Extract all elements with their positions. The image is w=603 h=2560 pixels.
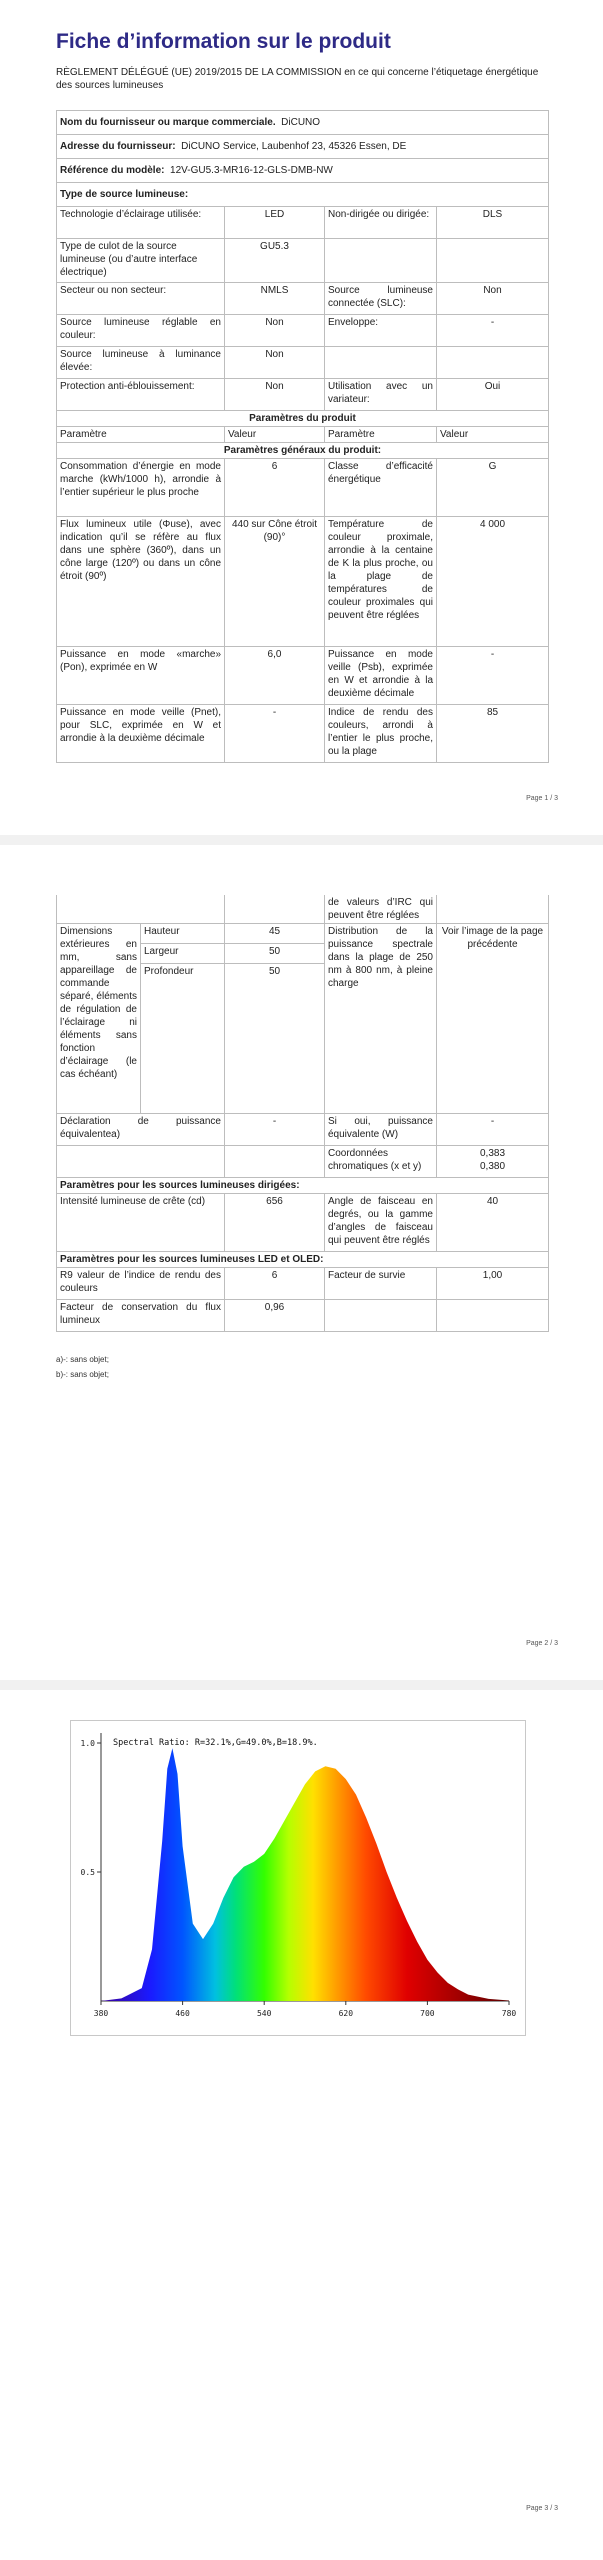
chromaticity-x: 0,383 bbox=[479, 1148, 506, 1159]
params-heading: Paramètres du produit bbox=[57, 411, 549, 427]
general-label: Consommation d’énergie en mode marche (kWh/1000 h), arrondie à l’entier supérieur le plus proche bbox=[57, 459, 225, 517]
address-label: Adresse du fournisseur: bbox=[60, 141, 176, 152]
type-value-2: Oui bbox=[437, 379, 549, 411]
page-number: Page 2 / 3 bbox=[526, 1640, 558, 1647]
type-label-2: Source lumineuse connectée (SLC): bbox=[325, 283, 437, 315]
general-value: 6,0 bbox=[225, 647, 325, 705]
type-row bbox=[57, 347, 549, 379]
x-tick-label: 540 bbox=[256, 2009, 272, 2018]
chromaticity-label: Coordonnées chromatiques (x et y) bbox=[325, 1146, 437, 1178]
led-value: 0,96 bbox=[225, 1300, 325, 1332]
general-row bbox=[57, 647, 549, 705]
spectral-chart bbox=[70, 1720, 526, 2036]
equivalent-power-label: Déclaration de puissance équivalentea) bbox=[57, 1114, 225, 1146]
general-label: Puissance en mode veille (Pnet), pour SLC, exprimée en W et arrondie à la deuxième décimale bbox=[57, 705, 225, 763]
led-label-2 bbox=[325, 1300, 437, 1332]
page-1 bbox=[0, 0, 603, 835]
cri-continued-row bbox=[57, 895, 549, 924]
led-value: 6 bbox=[225, 1268, 325, 1300]
led-row bbox=[57, 1300, 549, 1332]
general-label-2: Classe d’efficacité énergétique bbox=[325, 459, 437, 517]
type-row bbox=[57, 283, 549, 315]
general-value: 6 bbox=[225, 459, 325, 517]
document-title: Fiche d’information sur le produit bbox=[56, 30, 391, 53]
directed-value: 656 bbox=[225, 1194, 325, 1252]
type-row bbox=[57, 379, 549, 411]
type-label: Technologie d’éclairage utilisée: bbox=[57, 207, 225, 239]
type-label: Secteur ou non secteur: bbox=[57, 283, 225, 315]
equivalent-power-row bbox=[57, 1114, 549, 1146]
spectrum-area bbox=[101, 1748, 509, 2001]
led-row bbox=[57, 1268, 549, 1300]
dimension-name: Largeur bbox=[141, 944, 225, 964]
type-value-2: Non bbox=[437, 283, 549, 315]
column-header-row bbox=[57, 427, 549, 443]
general-value: - bbox=[225, 705, 325, 763]
general-value-2: - bbox=[437, 647, 549, 705]
x-tick-label: 620 bbox=[338, 2009, 354, 2018]
address-value: DiCUNO Service, Laubenhof 23, 45326 Essen, DE bbox=[181, 141, 407, 152]
general-value-2: 4 000 bbox=[437, 517, 549, 647]
page-number: Page 3 / 3 bbox=[526, 2505, 558, 2512]
type-value: GU5.3 bbox=[225, 239, 325, 283]
type-heading-row bbox=[57, 183, 549, 207]
type-label-2: Non-dirigée ou dirigée: bbox=[325, 207, 437, 239]
supplier-value: DiCUNO bbox=[281, 117, 321, 128]
model-label: Référence du modèle: bbox=[60, 165, 165, 176]
chromaticity-y: 0,380 bbox=[479, 1161, 506, 1172]
type-label: Protection anti-éblouissement: bbox=[57, 379, 225, 411]
led-heading: Paramètres pour les sources lumineuses LED et OLED: bbox=[57, 1252, 549, 1268]
type-row bbox=[57, 207, 549, 239]
general-row bbox=[57, 459, 549, 517]
equivalent-power-value: - bbox=[225, 1114, 325, 1146]
general-heading-row bbox=[57, 443, 549, 459]
spectral-distribution-value: Voir l’image de la page précédente bbox=[437, 924, 549, 1114]
x-tick-label: 380 bbox=[93, 2009, 109, 2018]
equivalent-power-value-2: - bbox=[437, 1114, 549, 1146]
product-info-table bbox=[56, 110, 549, 763]
type-value: LED bbox=[225, 207, 325, 239]
supplier-row bbox=[57, 111, 549, 135]
led-heading-row bbox=[57, 1252, 549, 1268]
led-label-2: Facteur de survie bbox=[325, 1268, 437, 1300]
column-header-param: Paramètre bbox=[57, 427, 225, 443]
supplier-label: Nom du fournisseur ou marque commerciale. bbox=[60, 117, 276, 128]
column-header-value-2: Valeur bbox=[437, 427, 549, 443]
led-value-2 bbox=[437, 1300, 549, 1332]
type-value-2: - bbox=[437, 315, 549, 347]
directed-label-2: Angle de faisceau en degrés, ou la gamme d’angles de faisceau qui peuvent être réglés bbox=[325, 1194, 437, 1252]
chromaticity-row bbox=[57, 1146, 549, 1178]
general-label-2: Indice de rendu des couleurs, arrondi à l’entier le plus proche, ou la plage bbox=[325, 705, 437, 763]
led-label: Facteur de conservation du flux lumineux bbox=[57, 1300, 225, 1332]
type-value: Non bbox=[225, 347, 325, 379]
general-label-2: Température de couleur proximale, arrondie à la centaine de K la plus proche, ou la plage de températures de couleur proximales qui peuvent être réglées bbox=[325, 517, 437, 647]
general-label-2: Puissance en mode veille (Psb), exprimée en W et arrondie à la deuxième décimale bbox=[325, 647, 437, 705]
dimension-value: 50 bbox=[225, 964, 325, 1114]
type-heading: Type de source lumineuse: bbox=[57, 183, 549, 207]
x-tick-label: 700 bbox=[420, 2009, 435, 2018]
general-label: Flux lumineux utile (Φuse), avec indication qu’il se réfère au flux dans une sphère (360º), dans un cône large (120º) ou dans un cône étroit (90º) bbox=[57, 517, 225, 647]
led-label: R9 valeur de l’indice de rendu des couleurs bbox=[57, 1268, 225, 1300]
column-header-value: Valeur bbox=[225, 427, 325, 443]
directed-label: Intensité lumineuse de crête (cd) bbox=[57, 1194, 225, 1252]
type-value-2 bbox=[437, 347, 549, 379]
type-value-2: DLS bbox=[437, 207, 549, 239]
model-row bbox=[57, 159, 549, 183]
type-label-2: Enveloppe: bbox=[325, 315, 437, 347]
dimension-name: Hauteur bbox=[141, 924, 225, 944]
dimension-value: 45 bbox=[225, 924, 325, 944]
general-value-2: G bbox=[437, 459, 549, 517]
x-tick-label: 780 bbox=[501, 2009, 517, 2018]
type-row bbox=[57, 315, 549, 347]
directed-row bbox=[57, 1194, 549, 1252]
equivalent-power-label-2: Si oui, puissance équivalente (W) bbox=[325, 1114, 437, 1146]
address-row bbox=[57, 135, 549, 159]
directed-heading: Paramètres pour les sources lumineuses dirigées: bbox=[57, 1178, 549, 1194]
type-label-2 bbox=[325, 347, 437, 379]
model-value: 12V-GU5.3-MR16-12-GLS-DMB-NW bbox=[170, 165, 333, 176]
led-value-2: 1,00 bbox=[437, 1268, 549, 1300]
dimension-row bbox=[57, 924, 549, 944]
type-label: Type de culot de la source lumineuse (ou d’autre interface électrique) bbox=[57, 239, 225, 283]
cri-continued-label: de valeurs d’IRC qui peuvent être réglées bbox=[325, 895, 437, 924]
product-info-table-continued bbox=[56, 895, 549, 1332]
directed-value-2: 40 bbox=[437, 1194, 549, 1252]
column-header-param-2: Paramètre bbox=[325, 427, 437, 443]
chromaticity-values bbox=[437, 1146, 549, 1178]
spectral-chart-svg bbox=[71, 1721, 527, 2037]
general-row bbox=[57, 705, 549, 763]
type-value: NMLS bbox=[225, 283, 325, 315]
general-heading: Paramètres généraux du produit: bbox=[57, 443, 549, 459]
spectral-distribution-label: Distribution de la puissance spectrale dans la plage de 250 nm à 800 nm, à pleine charge bbox=[325, 924, 437, 1114]
type-label-2: Utilisation avec un variateur: bbox=[325, 379, 437, 411]
dimension-name: Profondeur bbox=[141, 964, 225, 1114]
general-value-2: 85 bbox=[437, 705, 549, 763]
type-label: Source lumineuse à luminance élevée: bbox=[57, 347, 225, 379]
directed-heading-row bbox=[57, 1178, 549, 1194]
x-tick-label: 460 bbox=[175, 2009, 190, 2018]
type-value-2 bbox=[437, 239, 549, 283]
type-label-2 bbox=[325, 239, 437, 283]
page-number: Page 1 / 3 bbox=[526, 795, 558, 802]
chart-title: Spectral Ratio: R=32.1%,G=49.0%,B=18.9%. bbox=[113, 1738, 318, 1748]
footnote-b: b)-: sans objet; bbox=[56, 1370, 109, 1379]
y-tick-label: 1.0 bbox=[80, 1739, 95, 1748]
type-value: Non bbox=[225, 315, 325, 347]
dimension-value: 50 bbox=[225, 944, 325, 964]
plot-area bbox=[81, 1733, 517, 2018]
general-value: 440 sur Cône étroit (90)° bbox=[225, 517, 325, 647]
type-row bbox=[57, 239, 549, 283]
document-subtitle: RÈGLEMENT DÉLÉGUÉ (UE) 2019/2015 DE LA COMMISSION en ce qui concerne l’étiquetage énergétique des sources lumineuses bbox=[56, 67, 539, 91]
dimensions-label: Dimensions extérieures en mm, sans appareillage de commande séparé, éléments de régulation de l’éclairage ni éléments sans fonction d’éclairage (le cas échéant) bbox=[57, 924, 141, 1114]
type-value: Non bbox=[225, 379, 325, 411]
params-heading-row bbox=[57, 411, 549, 427]
footnote-a: a)-: sans objet; bbox=[56, 1355, 109, 1364]
general-row bbox=[57, 517, 549, 647]
y-tick-label: 0.5 bbox=[80, 1868, 95, 1877]
general-label: Puissance en mode «marche» (Pon), exprimée en W bbox=[57, 647, 225, 705]
type-label: Source lumineuse réglable en couleur: bbox=[57, 315, 225, 347]
